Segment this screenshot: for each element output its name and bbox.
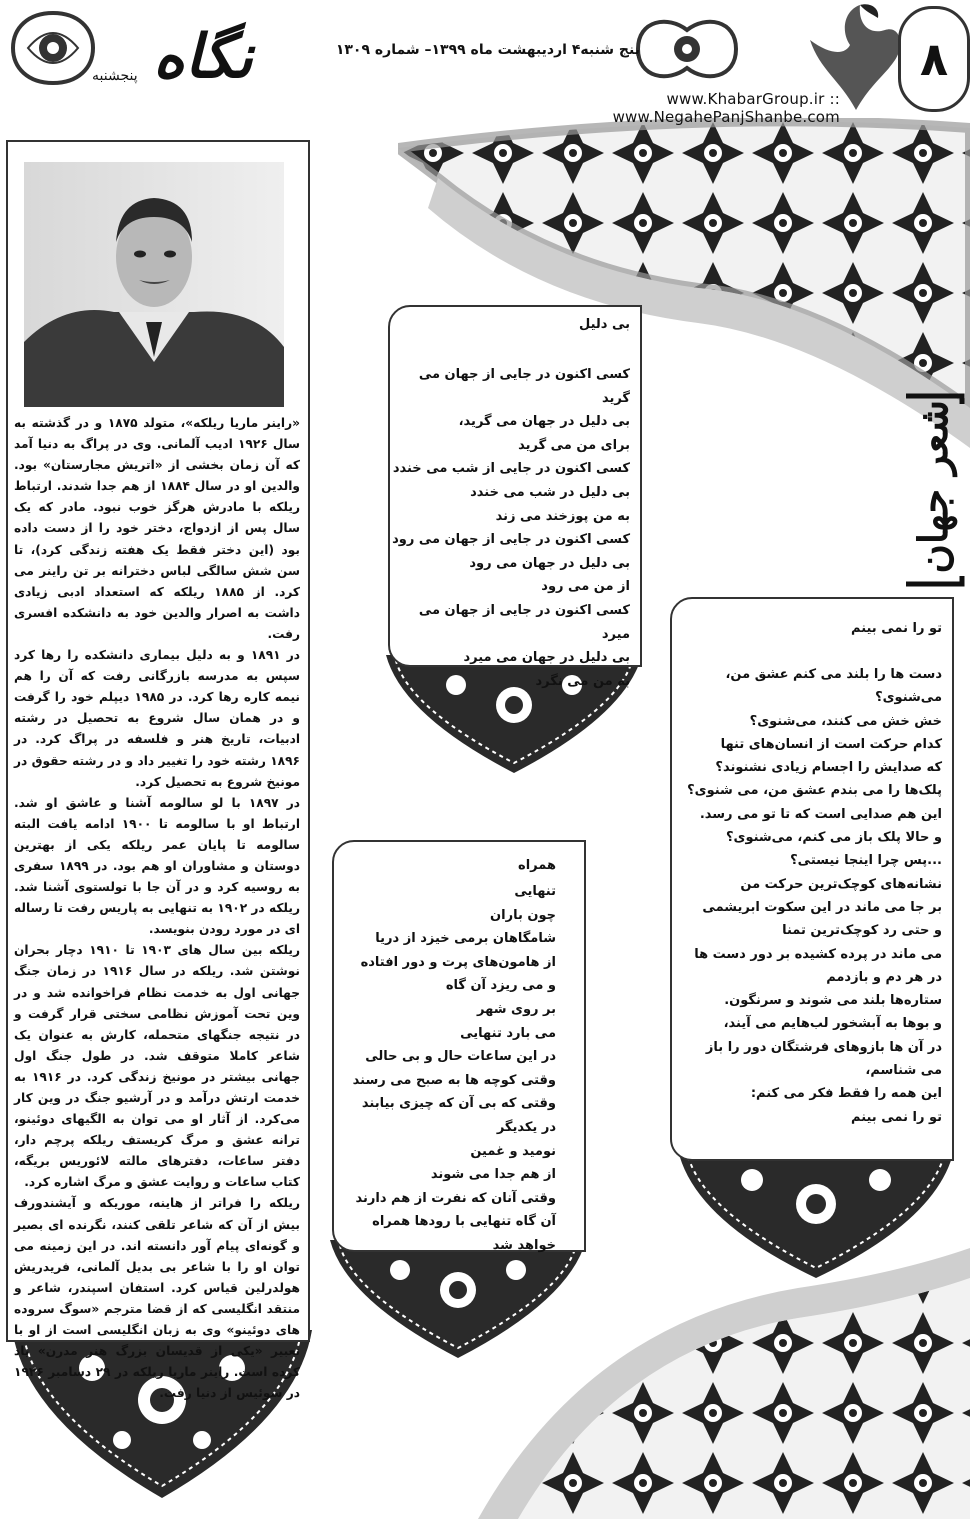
poem-line: کسی اکنون در جایی از جهان می رود	[392, 532, 630, 548]
poem-line: دست ها را بلند می کنم عشق من،	[725, 667, 942, 682]
poem-line: از هم جدا می شوند	[430, 1167, 556, 1183]
lace-ornament	[678, 1150, 954, 1280]
poem-line: بی دلیل در جهان می گرید،	[458, 414, 630, 430]
poem-line: به من پوزخند می زند	[495, 508, 630, 524]
section-label	[898, 390, 968, 590]
poem-line: به من می نگرد	[535, 673, 630, 689]
poem-line: پلک‌ها را می بندم عشق من، می شنوی؟	[687, 783, 942, 799]
poem-line: خش خش می کنند، می‌شنوی؟	[749, 713, 942, 729]
poem-line: چون باران	[490, 907, 556, 923]
poem-line: و بوها به آبشخور لب‌هایم می آیند،	[723, 1016, 942, 1032]
poem-line: شامگاهان برمی خیزد از دریا	[375, 931, 556, 947]
poem-box-to-ra-nemi-binam	[670, 597, 954, 1161]
poem-line: ستاره‌ها بلند می شوند و سرنگون.	[724, 993, 942, 1009]
poem-line: کسی اکنون در جایی از جهان می گرید	[418, 367, 630, 406]
poem-lines	[390, 363, 630, 693]
poem-line: ...پس چرا اینجا نیستی؟	[790, 853, 942, 869]
poem-line: می ماند در پرده کشیده بر دور دست ها	[694, 946, 942, 962]
poem-line: بی دلیل در جهان می میرد	[463, 650, 630, 666]
poem-box-bi-dalil	[388, 305, 642, 689]
masthead-logo	[148, 12, 258, 102]
poem-line: تنهایی	[514, 884, 556, 899]
poem-line: بی دلیل در شب می خندد	[470, 484, 630, 500]
page-header	[0, 0, 970, 125]
poem-line: می‌شنوی؟	[875, 690, 942, 706]
website-urls: www.KhabarGroup.ir :: www.NegahePanjShanbe.com	[612, 90, 840, 126]
poem-line: تو را نمی بینم	[851, 1109, 942, 1125]
poem-line: نشانه‌های کوچک‌ترین حرکت من	[740, 876, 942, 892]
bio-paragraph: ریلکه بین سال های ۱۹۰۳ تا ۱۹۱۰ دچار بحران نوشتن شد. ریلکه در سال ۱۹۱۶ در زمان جنگ جهانی اول به خدمت نظام فراخوانده شد و در وین تحت آموزش نظامی سختی قرار گرفت و در نتیجه جنگهای متحمله، کارش به عنوان یک شاعر کاملا متوقف شد. در طول جنگ اول جهانی بیشتر در مونیخ زندگی کرد. در ۱۹۱۶ به خدمت ارتش درآمد و در آرشیو جنگ در وین کار می‌کرد. از آثار او می توان به الگیهای دوئینو، ترانه عشق و مرگ کریستف ریلکه پرچم دار، دفتر ساعات، دفترهای مالته لائوریس بریگه، کتاب ساعات و روایت عشق و مرگ اشاره کرد.	[14, 943, 301, 1190]
poem-line: می شناسم،	[865, 1063, 942, 1079]
poem-title: بی دلیل	[578, 317, 630, 332]
poem-line: کسی اکنون در جایی از شب می خندد	[392, 461, 630, 477]
poem-box-hamrah	[332, 840, 586, 1252]
poem-line: این هم صدایی است که تا تو می رسد.	[699, 806, 942, 822]
poem-line: و می ریزد آن گاه	[445, 978, 556, 994]
poem-line: کدام حرکت است از انسان‌های تنها	[720, 736, 942, 752]
poem-line: بر روی شهر	[477, 1001, 556, 1017]
poem-line: برای من می گرید	[518, 437, 630, 453]
poem-line: آن گاه تنهایی با رودها همراه خواهد شد	[372, 1214, 556, 1253]
biography-text	[14, 413, 300, 1404]
poem-title: تو را نمی بینم	[851, 621, 942, 636]
page-number: ۸	[919, 32, 949, 86]
poem-line: در آن ها بازوهای فرشتگان دور را باز	[705, 1039, 942, 1055]
bio-paragraph: ریلکه را فراتر از هاینه، موریکه و آیشندورف بیش از آن که شاعر تلقی کنند، نگرنده ای بصیر و گونه‌ای پیام آور دانسته اند. در این زمینه می توان او را با شاعر بی بدیل آلمانی، فریدریش هولدرلین قیاس کرد. استفان اسپندر، شاعر و منتقد انگلیسی که از قضا مترجم «سوگ سروده های دوئینو» وی به زبان انگلیسی است از او با تعبیر «یکی از قدیسان بزرگ هنر مدرن» یاد کرده است. راینر ماریا ریلکه در ۲۹ دسامبر ۱۹۲۶ در سوئیس از دنیا رفت.	[14, 1196, 300, 1401]
poem-line: بر جا می ماند در این سکوت ابریشمی	[702, 899, 942, 915]
poem-line: در یکدیگر	[496, 1119, 556, 1135]
poem-title: همراه	[518, 858, 556, 873]
poem-line: کسی اکنون در جایی از جهان می میرد	[418, 602, 630, 642]
poem-line: در این ساعات حال و بی حالی	[365, 1049, 556, 1065]
poem-line: وقتی آنان که نفرت از هم دارند	[355, 1190, 556, 1206]
poem-lines	[334, 880, 556, 1258]
header-ornament-icon	[8, 8, 98, 88]
poem-line: از هامون‌های پرت و دور افتاده	[360, 954, 556, 970]
poem-line: در هر دم و بازدمم	[826, 969, 942, 985]
bio-paragraph: در ۱۸۹۱ و به دلیل بیماری دانشکده را رها کرد سپس به مدرسه بازرگانی رفت که آن را هم نیمه کاره رها کرد. در ۱۹۸۵ دیپلم خود را گرفت و در همان سال شروع به تحصیل در رشته ادبیات، تاریخ هنر و فلسفه در پراگ کرد. در ۱۸۹۶ رشته خود را تغییر داد و در رشته حقوق در مونیخ شروع به تحصیل کرد.	[14, 648, 300, 789]
phoenix-icon	[800, 0, 912, 118]
poem-line: وقتی که بی آن که چیزی بیابند	[361, 1096, 556, 1112]
poem-line: می بارد تنهایی	[460, 1025, 556, 1041]
poem-line: از من می رود	[541, 579, 630, 595]
rilke-portrait-image	[24, 162, 284, 407]
poem-line: نومید و غمین	[470, 1143, 556, 1159]
poem-line: این همه را فقط فکر می کنم:	[750, 1086, 942, 1102]
lace-ornament	[330, 1240, 586, 1360]
poem-line: که صدایش را اجسام زیادی نشنوند؟	[715, 760, 942, 776]
bio-paragraph: در ۱۸۹۷ با لو سالومه آشنا و عاشق او شد. ارتباط او با سالومه تا ۱۹۰۰ ادامه یافت البته سالومه تا پایان عمر ریلکه یکی از بهترین دوستان و مشاوران او هم بود. در ۱۸۹۹ سفری به روسیه کرد و در آن جا با تولستوی آشنا شد. ریلکه در ۱۹۰۲ به تنهایی به پاریس رفت تا رساله ای در مورد رودن بنویسد.	[14, 795, 301, 937]
poem-line: و حالا پلک باز می کنم، می‌شنوی؟	[725, 830, 942, 846]
logo-subtitle: پنجشنبه	[92, 68, 138, 84]
poem-line: وقتی کوچه ها به صبح می رسند	[352, 1072, 556, 1088]
poem-lines	[682, 663, 942, 1129]
poem-line: و حتی رد کوچک‌ترین تمنا	[782, 923, 942, 939]
bio-paragraph: «راینر ماریا ریلکه»، متولد ۱۸۷۵ و در گذشته به سال ۱۹۲۶ ادیب آلمانی. وی در پراگ به دنیا آمد که آن زمان بخشی از «اتریش مجارستان» بود. والدین او در سال ۱۸۸۴ از هم جدا شدند. ارتباط ریلکه با مادرش هرگز خوب نبود. مادر که یک سال پس از ازدواج، دختر خود را از دست داده بود (این دختر فقط یک هفته زندگی کرد)، تا سن شش سالگی لباس دخترانه بر تن راینر می کرد. از ۱۸۸۵ ریلکه که استعداد ادبی زیادی داشت به اصرار والدین خود به دانشکده افسری رفت.	[14, 416, 301, 641]
logo-title: نگاه	[153, 22, 253, 92]
issue-date: پنج شنبه۴ اردیبهشت ماه ۱۳۹۹– شماره ۱۳۰۹	[335, 42, 640, 58]
header-ornament-icon	[628, 10, 746, 88]
poem-line: بی دلیل در جهان می رود	[469, 555, 630, 571]
page-number-badge	[898, 6, 970, 112]
section-title: شعر جهان	[910, 400, 957, 574]
